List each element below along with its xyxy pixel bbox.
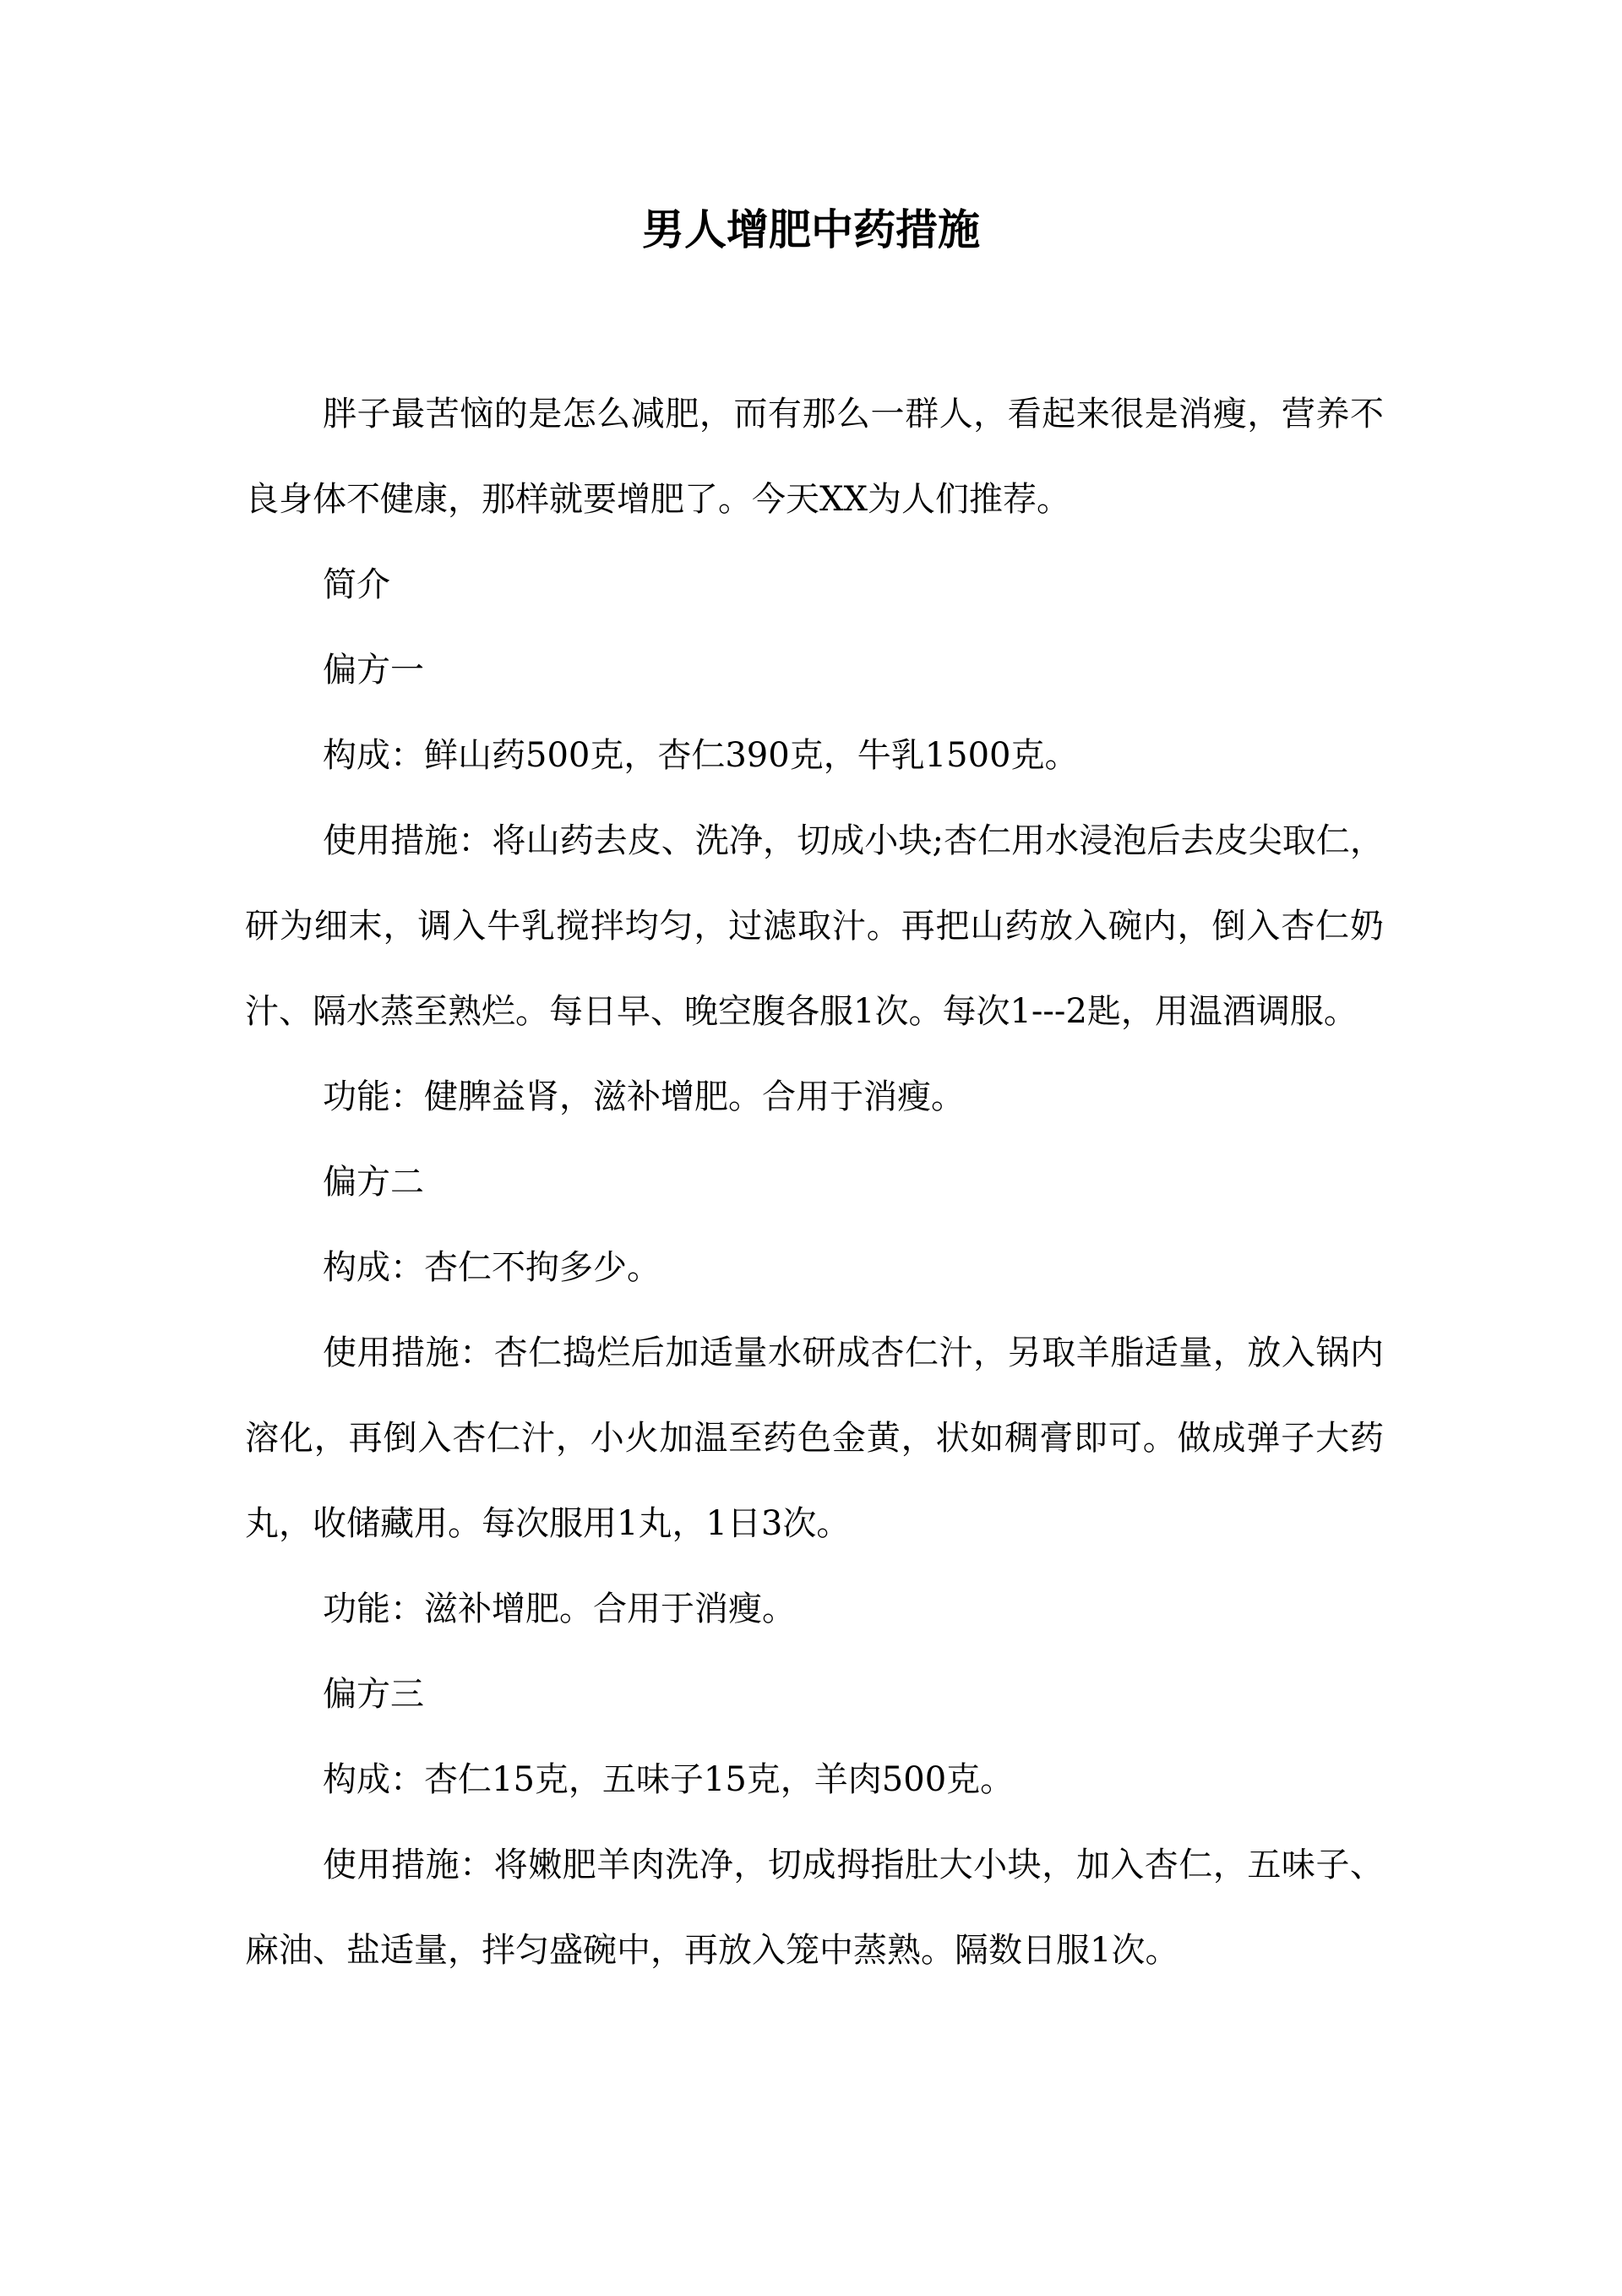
remedy-heading-2: 偏方二 [323, 1163, 424, 1202]
remedy-2-ingredients: 构成：杏仁不拘多少。 [323, 1248, 661, 1287]
intro-paragraph: 胖子最苦恼的是怎么减肥，而有那么一群人，看起来很是消瘦，营养不良身体不健康，那样就要增肥了。今天XX为人们推荐。 [245, 395, 1384, 519]
remedy-heading-1: 偏方一 [323, 651, 424, 690]
document-body [245, 372, 1384, 1993]
remedy-2-method: 使用措施：杏仁捣烂后加适量水研成杏仁汁，另取羊脂适量，放入锅内溶化，再倒入杏仁汁，小火加温至药色金黄，状如稠膏即可。做成弹子大药丸，收储藏用。每次服用1丸，1日3次。 [245, 1333, 1384, 1543]
remedy-3-method: 使用措施：将嫩肥羊肉洗净，切成拇指肚大小块，加入杏仁，五味子、麻油、盐适量，拌匀盛碗中，再放入笼中蒸熟。隔数日服1次。 [245, 1846, 1384, 1970]
remedy-1-method: 使用措施：将山药去皮、洗净，切成小块;杏仁用水浸泡后去皮尖取仁，研为细末，调入牛乳搅拌均匀，过滤取汁。再把山药放入碗内，倒入杏仁奶汁、隔水蒸至熟烂。每日早、晚空腹各服1次。每次1---2匙，用温酒调服。 [245, 821, 1384, 1031]
section-heading-intro: 简介 [323, 565, 390, 604]
remedy-2-function: 功能：滋补增肥。合用于消瘦。 [323, 1590, 796, 1628]
page-title: 男人增肥中药措施 [642, 205, 980, 254]
remedy-1-function: 功能：健脾益肾，滋补增肥。合用于消瘦。 [323, 1077, 965, 1116]
remedy-3-ingredients: 构成：杏仁15克，五味子15克，羊肉500克。 [323, 1760, 1015, 1799]
remedy-heading-3: 偏方三 [323, 1675, 424, 1714]
remedy-1-ingredients: 构成：鲜山药500克，杏仁390克，牛乳1500克。 [323, 736, 1079, 775]
